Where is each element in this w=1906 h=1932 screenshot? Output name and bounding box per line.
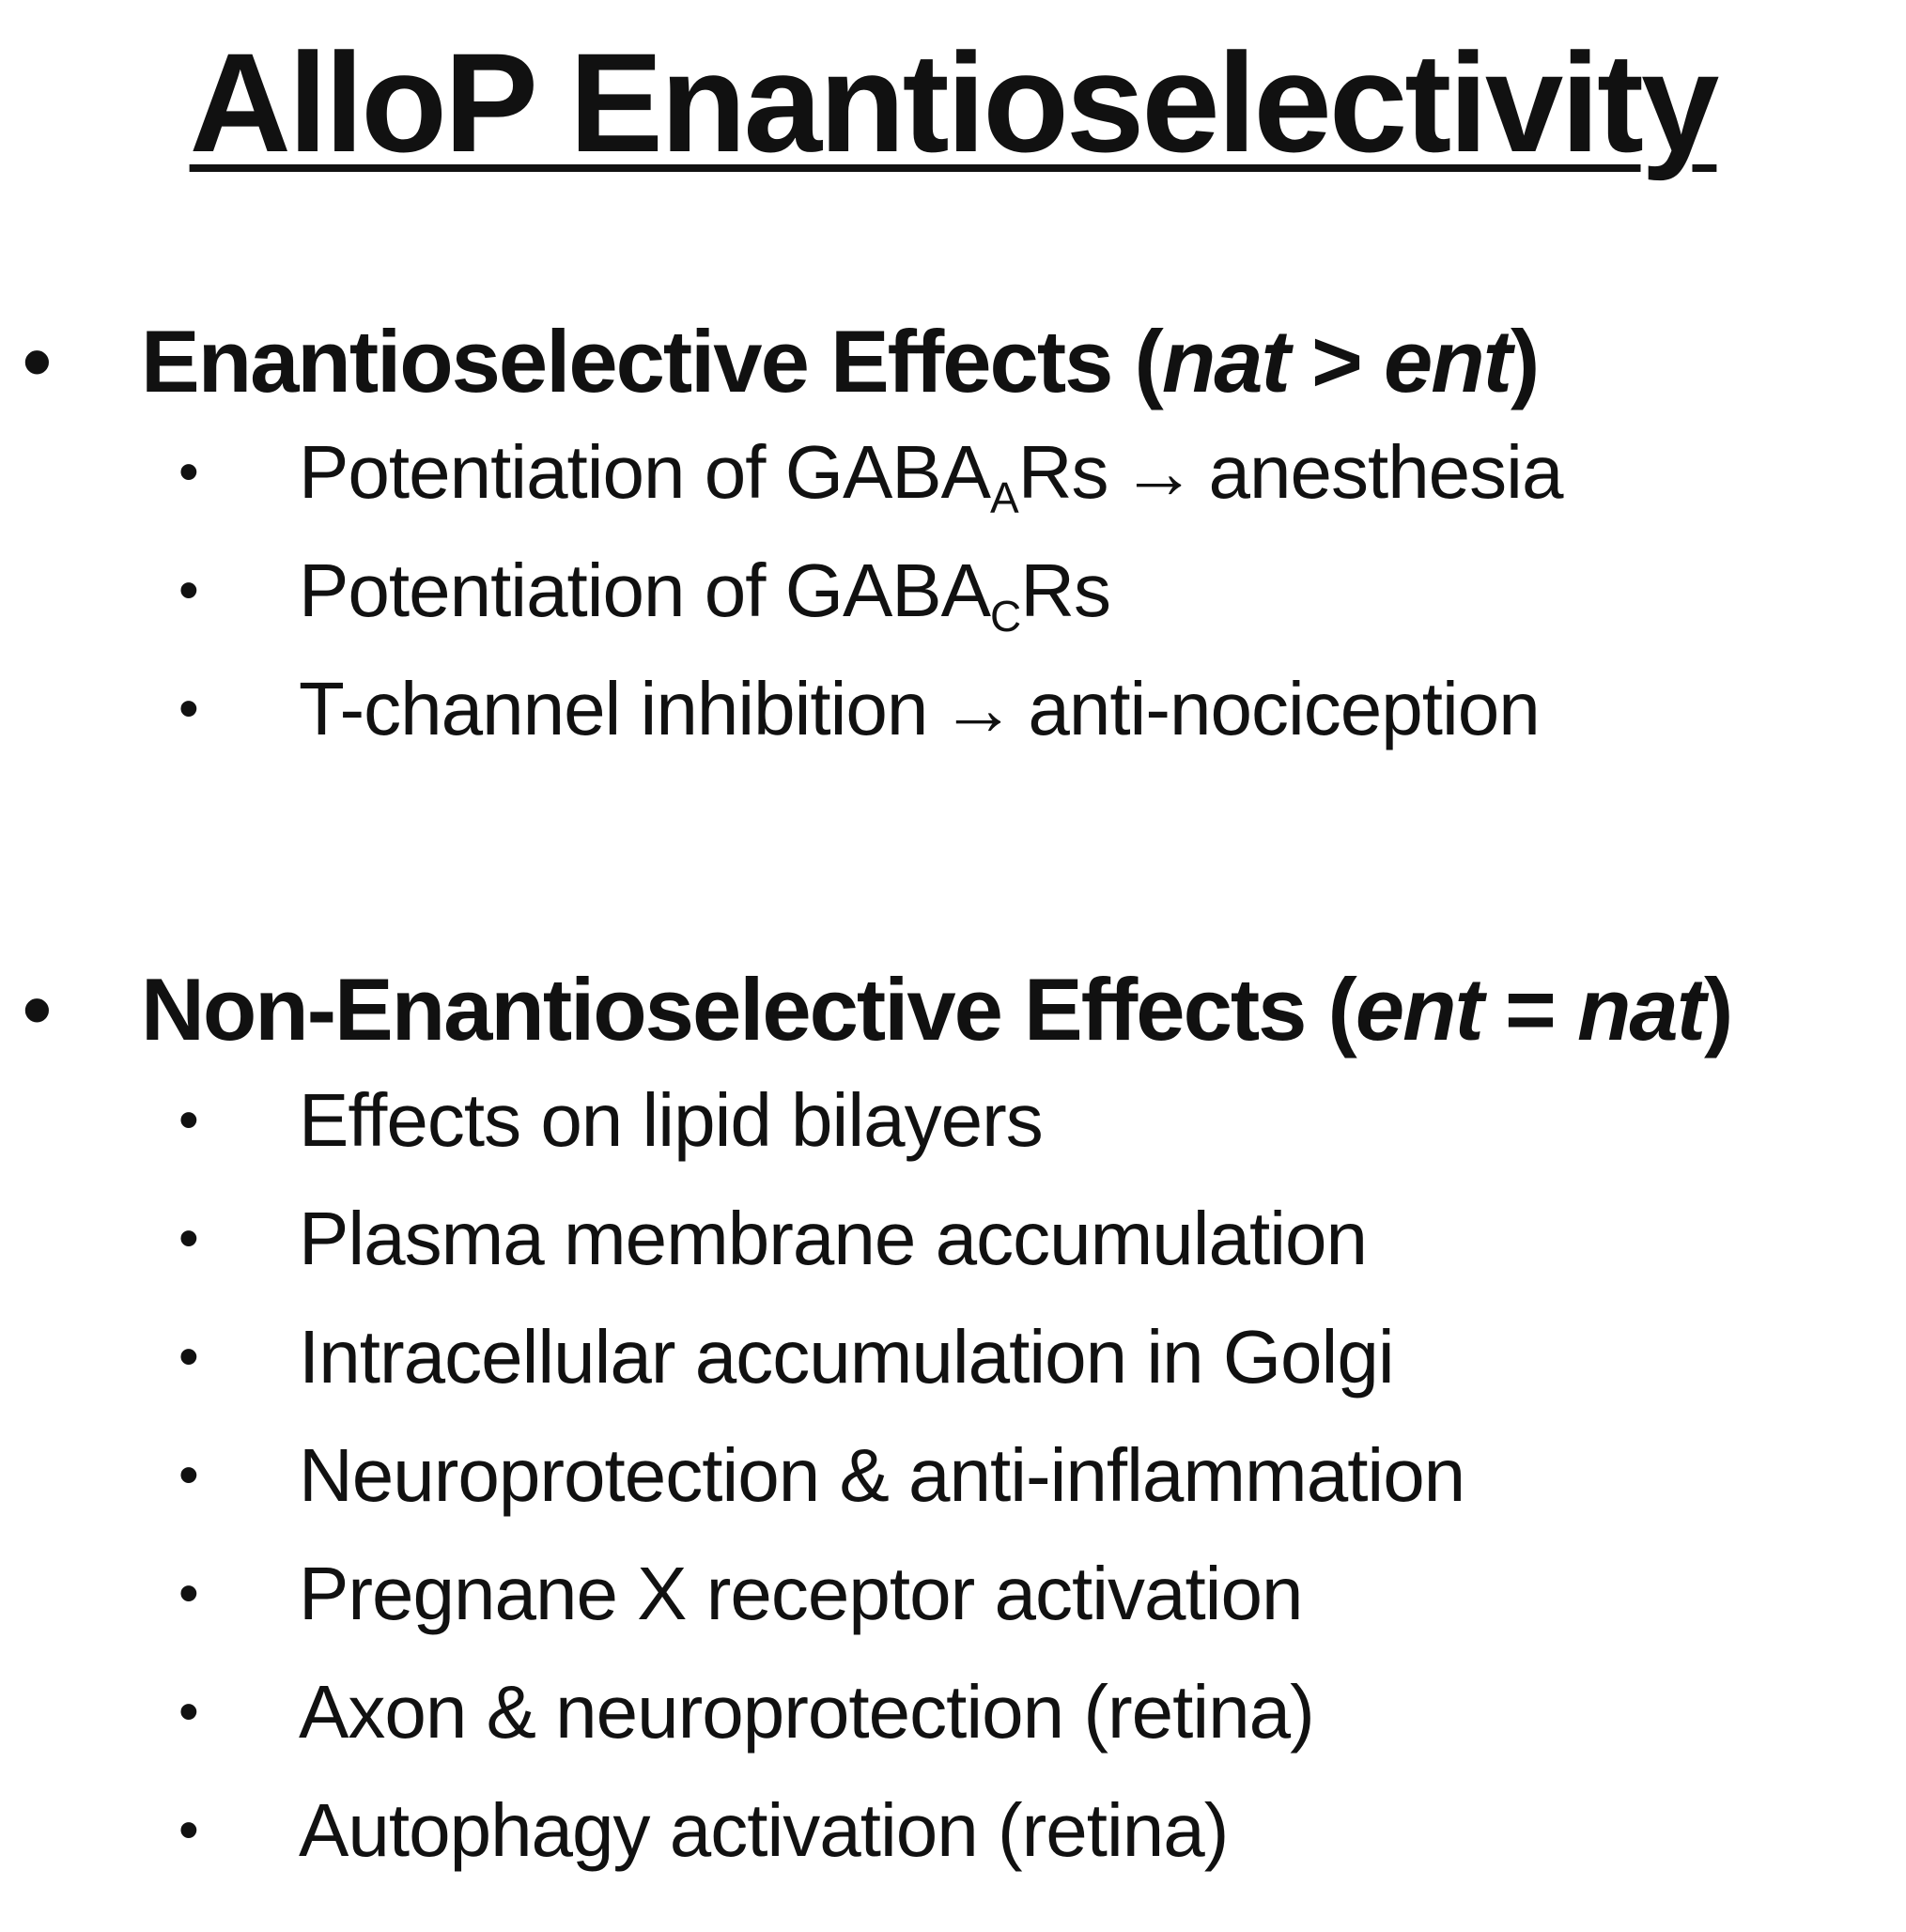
item-prefix: Potentiation of GABA — [299, 549, 991, 632]
list-item — [0, 1416, 1906, 1535]
list-bullet: • — [178, 1088, 199, 1152]
list-bullet: • — [178, 1206, 199, 1271]
list-item-text: Intracellular accumulation in Golgi — [299, 1315, 1394, 1399]
enantioselective-list — [0, 413, 1906, 768]
item-result: anti-nociception — [1028, 667, 1540, 750]
list-item-text: Autophagy activation (retina) — [299, 1788, 1229, 1872]
non-enantioselective-list — [0, 1061, 1906, 1890]
heading-operator: = — [1481, 960, 1577, 1059]
list-item-text — [299, 650, 1540, 768]
enantioselective-heading — [0, 310, 1906, 413]
heading-close-paren: ) — [1510, 312, 1539, 410]
right-arrow-icon: → — [940, 667, 1015, 750]
slide-title — [0, 23, 1906, 181]
item-subscript: A — [990, 473, 1018, 523]
list-item-text: Plasma membrane accumulation — [299, 1197, 1367, 1280]
item-subscript: C — [990, 592, 1021, 641]
list-bullet: • — [178, 676, 199, 741]
list-item — [0, 1653, 1906, 1771]
item-prefix: Potentiation of GABA — [299, 430, 991, 514]
heading-operator: > — [1288, 312, 1384, 410]
list-item-text — [299, 532, 1110, 650]
non-enantioselective-heading-text — [141, 958, 1731, 1061]
heading-main-text: Non-Enantioselective Effects ( — [141, 960, 1356, 1059]
list-bullet: • — [178, 1324, 199, 1389]
enantioselective-section — [0, 310, 1906, 768]
list-bullet: • — [178, 558, 199, 623]
list-item — [0, 413, 1906, 532]
non-enantioselective-section — [0, 958, 1906, 1890]
enantioselective-heading-text — [141, 310, 1538, 413]
list-item-text: Effects on lipid bilayers — [299, 1078, 1043, 1162]
list-bullet: • — [178, 1798, 199, 1862]
list-item-text: Pregnane X receptor activation — [299, 1552, 1303, 1635]
item-suffix: Rs — [1020, 549, 1111, 632]
heading-italic-ent: ent — [1355, 960, 1482, 1059]
list-bullet: • — [178, 1443, 199, 1507]
slide-title-text: AlloP Enantioselectivity — [189, 23, 1717, 181]
list-item — [0, 532, 1906, 650]
list-item-text — [299, 413, 1562, 532]
list-item — [0, 1061, 1906, 1180]
item-result: anesthesia — [1208, 430, 1563, 514]
heading-italic-ent: ent — [1383, 312, 1511, 410]
list-bullet: • — [178, 1561, 199, 1626]
list-item-text: Axon & neuroprotection (retina) — [299, 1670, 1314, 1754]
heading-main-text: Enantioselective Effects ( — [141, 312, 1162, 410]
heading-italic-nat: nat — [1577, 960, 1704, 1059]
item-prefix: T-channel inhibition — [299, 667, 928, 750]
list-item — [0, 650, 1906, 768]
heading-italic-nat: nat — [1161, 312, 1289, 410]
item-suffix: Rs — [1017, 430, 1108, 514]
right-arrow-icon: → — [1121, 430, 1196, 514]
list-item — [0, 1535, 1906, 1653]
heading-close-paren: ) — [1704, 960, 1732, 1059]
heading-bullet: • — [23, 963, 52, 1056]
list-item — [0, 1180, 1906, 1298]
list-bullet: • — [178, 440, 199, 504]
list-item-text: Neuroprotection & anti-inflammation — [299, 1433, 1465, 1517]
list-item — [0, 1298, 1906, 1416]
heading-bullet: • — [23, 315, 52, 408]
list-item — [0, 1771, 1906, 1890]
non-enantioselective-heading — [0, 958, 1906, 1061]
list-bullet: • — [178, 1679, 199, 1744]
